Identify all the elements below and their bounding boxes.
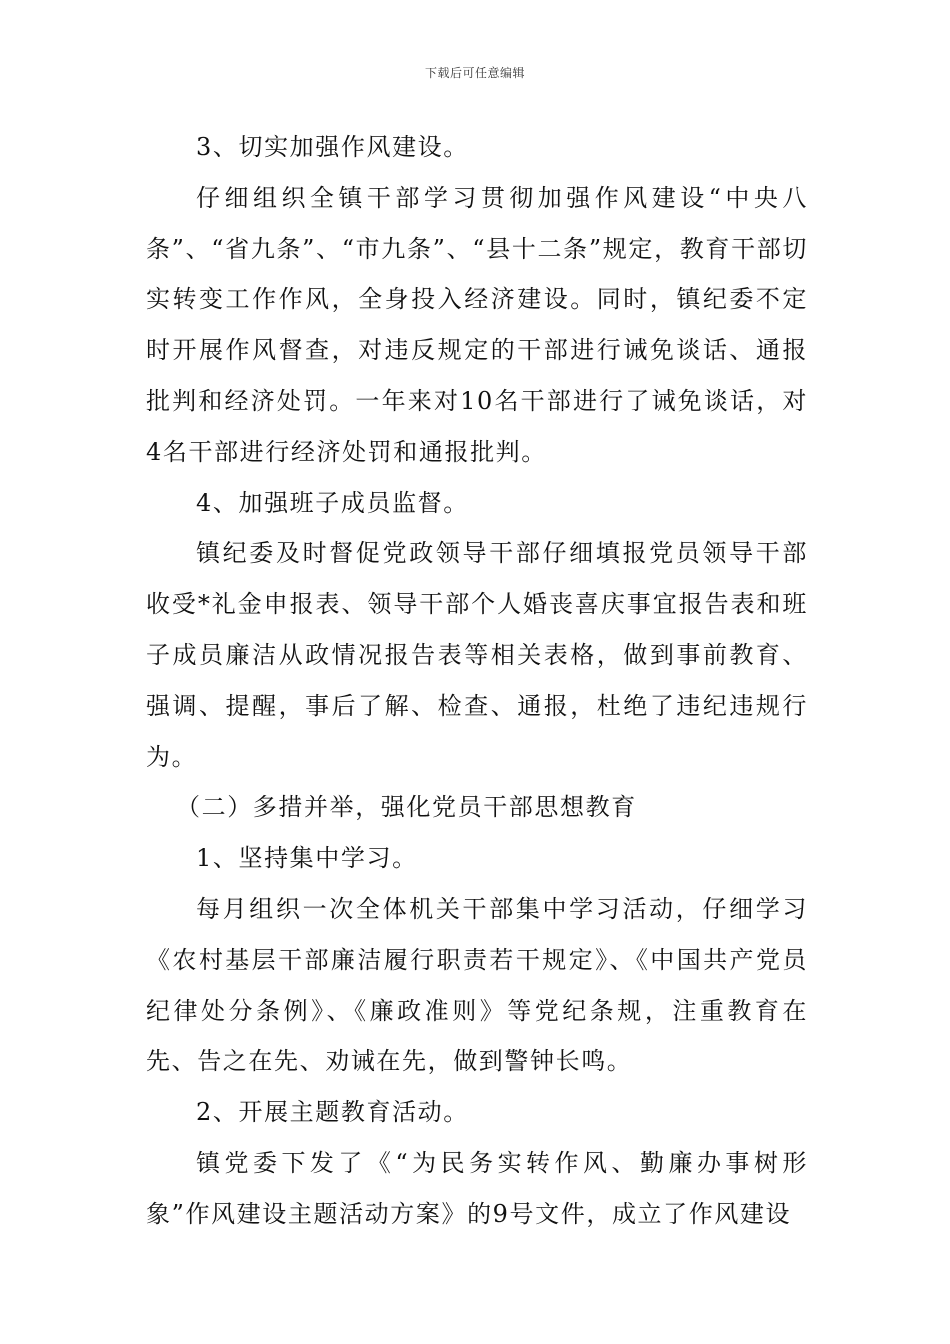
page-header: 下载后可任意编辑 — [424, 66, 525, 80]
body-paragraph: 仔细组织全镇干部学习贯彻加强作风建设“中央八条”、“省九条”、“市九条”、“县十二条”规定，教育干部切实转变工作作风，全身投入经济建设。同时，镇纪委不定时开展作风督查，对违反规定的干部进行诫免谈话、通报批判和经济处罚。一年来对10名干部进行了诫免谈话，对4名干部进行经济处罚和通报批判。 — [146, 183, 808, 466]
section-heading-4: 4、加强班子成员监督。 — [196, 488, 469, 517]
section-heading-2: 2、开展主题教育活动。 — [196, 1098, 469, 1127]
section-heading-3: 3、切实加强作风建设。 — [196, 133, 469, 161]
document-body — [146, 122, 808, 1240]
body-paragraph: 镇党委下发了《“为民务实转作风、勤廉办事树形象”作风建设主题活动方案》的9号文件，成立了作风建设 — [146, 1148, 808, 1228]
section-heading-1: 1、坚持集中学习。 — [196, 844, 418, 873]
body-paragraph: 每月组织一次全体机关干部集中学习活动，仔细学习《农村基层干部廉洁履行职责若干规定》、《中国共产党员纪律处分条例》、《廉政准则》等党纪条规，注重教育在先、告之在先、劝诫在先，做到警钟长鸣。 — [146, 894, 808, 1076]
body-paragraph: 镇纪委及时督促党政领导干部仔细填报党员领导干部收受*礼金申报表、领导干部个人婚丧喜庆事宜报告表和班子成员廉洁从政情况报告表等相关表格，做到事前教育、强调、提醒，事后了解、检查、通报，杜绝了违纪违规行为。 — [146, 539, 808, 771]
chapter-heading: （二）多措并举，强化党员干部思想教育 — [176, 793, 637, 822]
